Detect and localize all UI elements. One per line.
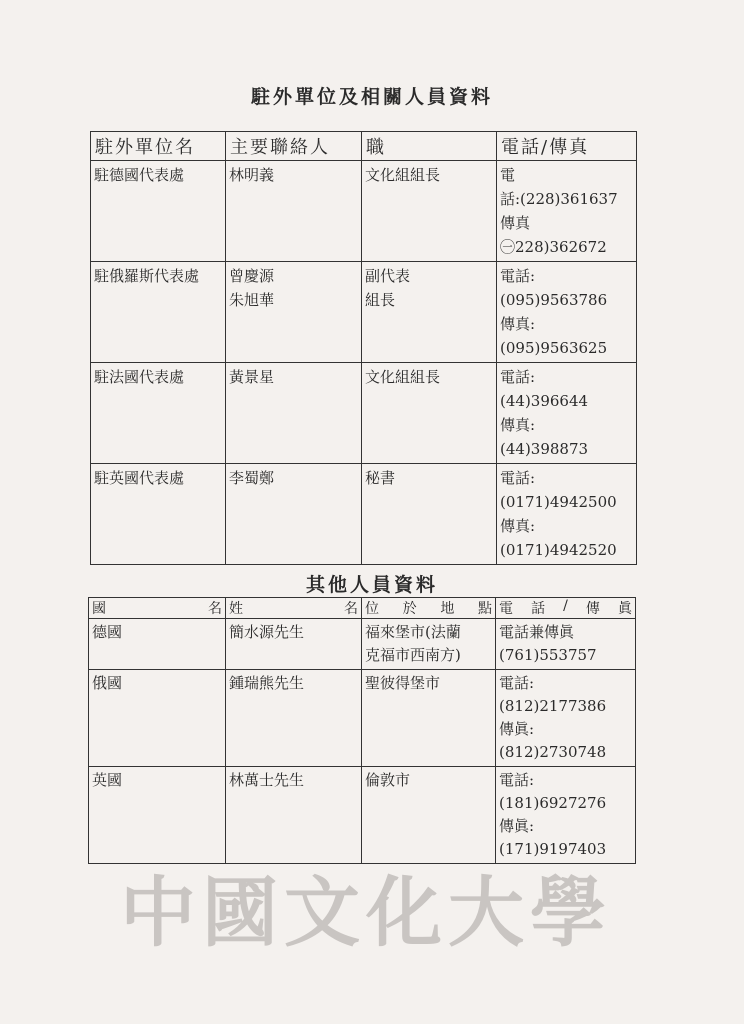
phone-line: 傳眞: — [499, 720, 535, 738]
phone-cell — [497, 262, 637, 363]
location-cell — [362, 767, 496, 864]
phone-line: 傳眞: — [499, 817, 535, 835]
title-cell — [362, 464, 497, 565]
phone-line: 電話: — [500, 469, 536, 487]
header-char: 名 — [208, 601, 222, 617]
phone-line: 電話: — [499, 674, 535, 692]
header-char: 地 — [440, 601, 455, 617]
header-char: 姓 — [229, 601, 243, 617]
name-cell: 簡水源先生 — [226, 619, 362, 670]
name-cell: 林萬士先生 — [226, 767, 362, 864]
university-watermark: 中國文化大學 — [120, 868, 612, 957]
header-char: 於 — [402, 601, 417, 617]
column-header-contact: 主要聯絡人 — [226, 132, 362, 161]
header-char: 眞 — [617, 601, 632, 617]
page-title: 駐外單位及相關人員資料 — [250, 86, 493, 108]
column-header-country — [89, 598, 226, 619]
phone-line: 電話兼傳眞 — [499, 623, 575, 641]
phone-cell — [496, 670, 636, 767]
contact-cell — [226, 363, 362, 464]
table-row — [91, 464, 637, 565]
contact-name: 曾慶源 — [229, 267, 275, 285]
name-cell: 鍾瑞熊先生 — [226, 670, 362, 767]
header-char: / — [563, 598, 568, 614]
table-row — [91, 161, 637, 262]
contact-name: 林明義 — [229, 166, 275, 184]
table-row — [89, 619, 636, 670]
phone-line: 傳真: — [500, 517, 536, 535]
job-title: 副代表 — [365, 267, 411, 285]
phone-line: (171)9197403 — [499, 840, 607, 858]
phone-line: (761)553757 — [499, 646, 597, 664]
header-char: 傳 — [585, 601, 600, 617]
column-header-title: 職 — [362, 132, 497, 161]
phone-cell — [497, 161, 637, 262]
phone-line: 電話: — [500, 368, 536, 386]
header-char: 點 — [477, 601, 492, 617]
job-title: 文化組組長 — [365, 166, 441, 184]
other-personnel-table — [88, 597, 636, 864]
unit-cell: 駐法國代表處 — [91, 363, 226, 464]
table-header-row — [89, 598, 636, 619]
country-cell: 英國 — [89, 767, 226, 864]
phone-line: 傳真 — [500, 214, 531, 232]
country-cell: 德國 — [89, 619, 226, 670]
phone-line: (812)2730748 — [499, 743, 607, 761]
phone-line: (095)9563786 — [500, 291, 608, 309]
section-title: 其他人員資料 — [305, 574, 438, 596]
overseas-units-table — [90, 131, 637, 565]
phone-cell — [496, 619, 636, 670]
location-line: 福來堡市(法蘭 — [365, 623, 461, 641]
phone-line: 電話: — [499, 771, 535, 789]
location-line: 倫敦市 — [365, 771, 411, 789]
column-header-phone: 電話/傳真 — [497, 132, 637, 161]
table-row — [89, 670, 636, 767]
country-cell: 俄國 — [89, 670, 226, 767]
header-char: 電 — [499, 601, 513, 617]
contact-cell — [226, 161, 362, 262]
job-title: 秘書 — [365, 469, 396, 487]
table-row — [91, 262, 637, 363]
phone-line: 電話: — [500, 267, 536, 285]
unit-cell: 駐德國代表處 — [91, 161, 226, 262]
header-char: 名 — [344, 601, 358, 617]
contact-name: 李蜀鄭 — [229, 469, 275, 487]
location-cell — [362, 619, 496, 670]
column-header-phone — [496, 598, 636, 619]
phone-line: 話:(228)361637 — [500, 190, 618, 208]
header-char: 國 — [92, 601, 106, 617]
contact-name: 朱旭華 — [229, 291, 275, 309]
phone-cell — [497, 363, 637, 464]
phone-line: ㊀228)362672 — [500, 238, 607, 256]
column-header-unit: 駐外單位名 — [91, 132, 226, 161]
column-header-location — [362, 598, 496, 619]
title-cell — [362, 363, 497, 464]
location-line: 聖彼得堡市 — [365, 674, 441, 692]
header-char: 位 — [365, 601, 379, 617]
phone-line: 傳真: — [500, 416, 536, 434]
contact-name: 黃景星 — [229, 368, 275, 386]
column-header-name — [226, 598, 362, 619]
phone-line: 電 — [500, 166, 516, 184]
phone-line: (0171)4942500 — [500, 493, 617, 511]
location-cell — [362, 670, 496, 767]
location-line: 克福市西南方) — [365, 646, 461, 664]
job-title: 組長 — [365, 291, 396, 309]
header-char: 話 — [531, 601, 546, 617]
contact-cell — [226, 464, 362, 565]
phone-line: (44)396644 — [500, 392, 589, 410]
title-cell — [362, 262, 497, 363]
phone-cell — [497, 464, 637, 565]
title-cell — [362, 161, 497, 262]
phone-line: (095)9563625 — [500, 339, 608, 357]
contact-cell — [226, 262, 362, 363]
phone-line: (0171)4942520 — [500, 541, 617, 559]
phone-line: (44)398873 — [500, 440, 589, 458]
unit-cell: 駐英國代表處 — [91, 464, 226, 565]
job-title: 文化組組長 — [365, 368, 441, 386]
unit-cell: 駐俄羅斯代表處 — [91, 262, 226, 363]
phone-line: 傳真: — [500, 315, 536, 333]
phone-cell — [496, 767, 636, 864]
table-header-row — [91, 132, 637, 161]
table-row — [89, 767, 636, 864]
table-row — [91, 363, 637, 464]
phone-line: (812)2177386 — [499, 697, 607, 715]
phone-line: (181)6927276 — [499, 794, 607, 812]
